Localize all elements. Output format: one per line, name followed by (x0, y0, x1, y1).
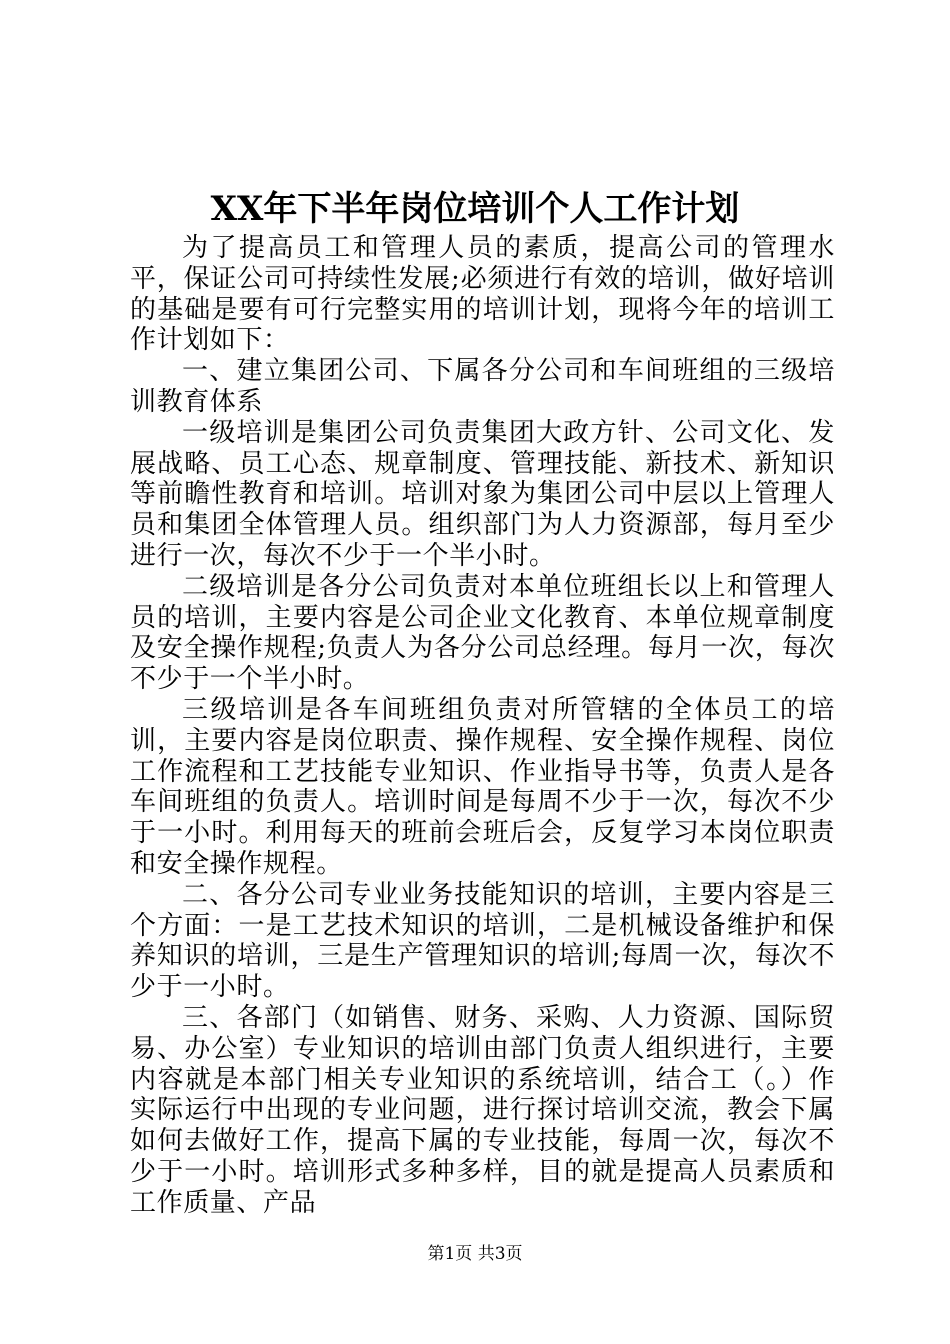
paragraph-level-1-training: 一级培训是集团公司负责集团大政方针、公司文化、发展战略、员工心态、规章制度、管理技能、新技术、新知识等前瞻性教育和培训。培训对象为集团公司中层以上管理人员和集团全体管理人员。组织部门为人力资源部，每月至少进行一次，每次不少于一个半小时。 (130, 417, 835, 571)
document-title: XX年下半年岗位培训个人工作计划 (210, 189, 740, 229)
paragraph-level-3-training: 三级培训是各车间班组负责对所管辖的全体员工的培训，主要内容是岗位职责、操作规程、安全操作规程、岗位工作流程和工艺技能专业知识、作业指导书等，负责人是各车间班组的负责人。培训时间是每周不少于一次，每次不少于一小时。利用每天的班前会班后会，反复学习本岗位职责和安全操作规程。 (130, 694, 835, 879)
page-number-footer: 第1页 共3页 (427, 1244, 523, 1264)
paragraph-section-2: 二、各分公司专业业务技能知识的培训，主要内容是三个方面：一是工艺技术知识的培训，二是机械设备维护和保养知识的培训，三是生产管理知识的培训;每周一次，每次不少于一小时。 (130, 879, 835, 1003)
paragraph-level-2-training: 二级培训是各分公司负责对本单位班组长以上和管理人员的培训，主要内容是公司企业文化教育、本单位规章制度及安全操作规程;负责人为各分公司总经理。每月一次，每次不少于一个半小时。 (130, 571, 835, 695)
paragraph-section-1-heading: 一、建立集团公司、下属各分公司和车间班组的三级培训教育体系 (130, 356, 835, 417)
document-body (130, 233, 835, 1219)
paragraph-section-3: 三、各部门（如销售、财务、采购、人力资源、国际贸易、办公室）专业知识的培训由部门负责人组织进行，主要内容就是本部门相关专业知识的系统培训，结合工（。）作实际运行中出现的专业问题，进行探讨培训交流，教会下属如何去做好工作，提高下属的专业技能，每周一次，每次不少于一小时。培训形式多种多样，目的就是提高人员素质和工作质量、产品 (130, 1002, 835, 1218)
paragraph-intro: 为了提高员工和管理人员的素质，提高公司的管理水平，保证公司可持续性发展;必须进行有效的培训，做好培训的基础是要有可行完整实用的培训计划，现将今年的培训工作计划如下： (130, 233, 835, 356)
